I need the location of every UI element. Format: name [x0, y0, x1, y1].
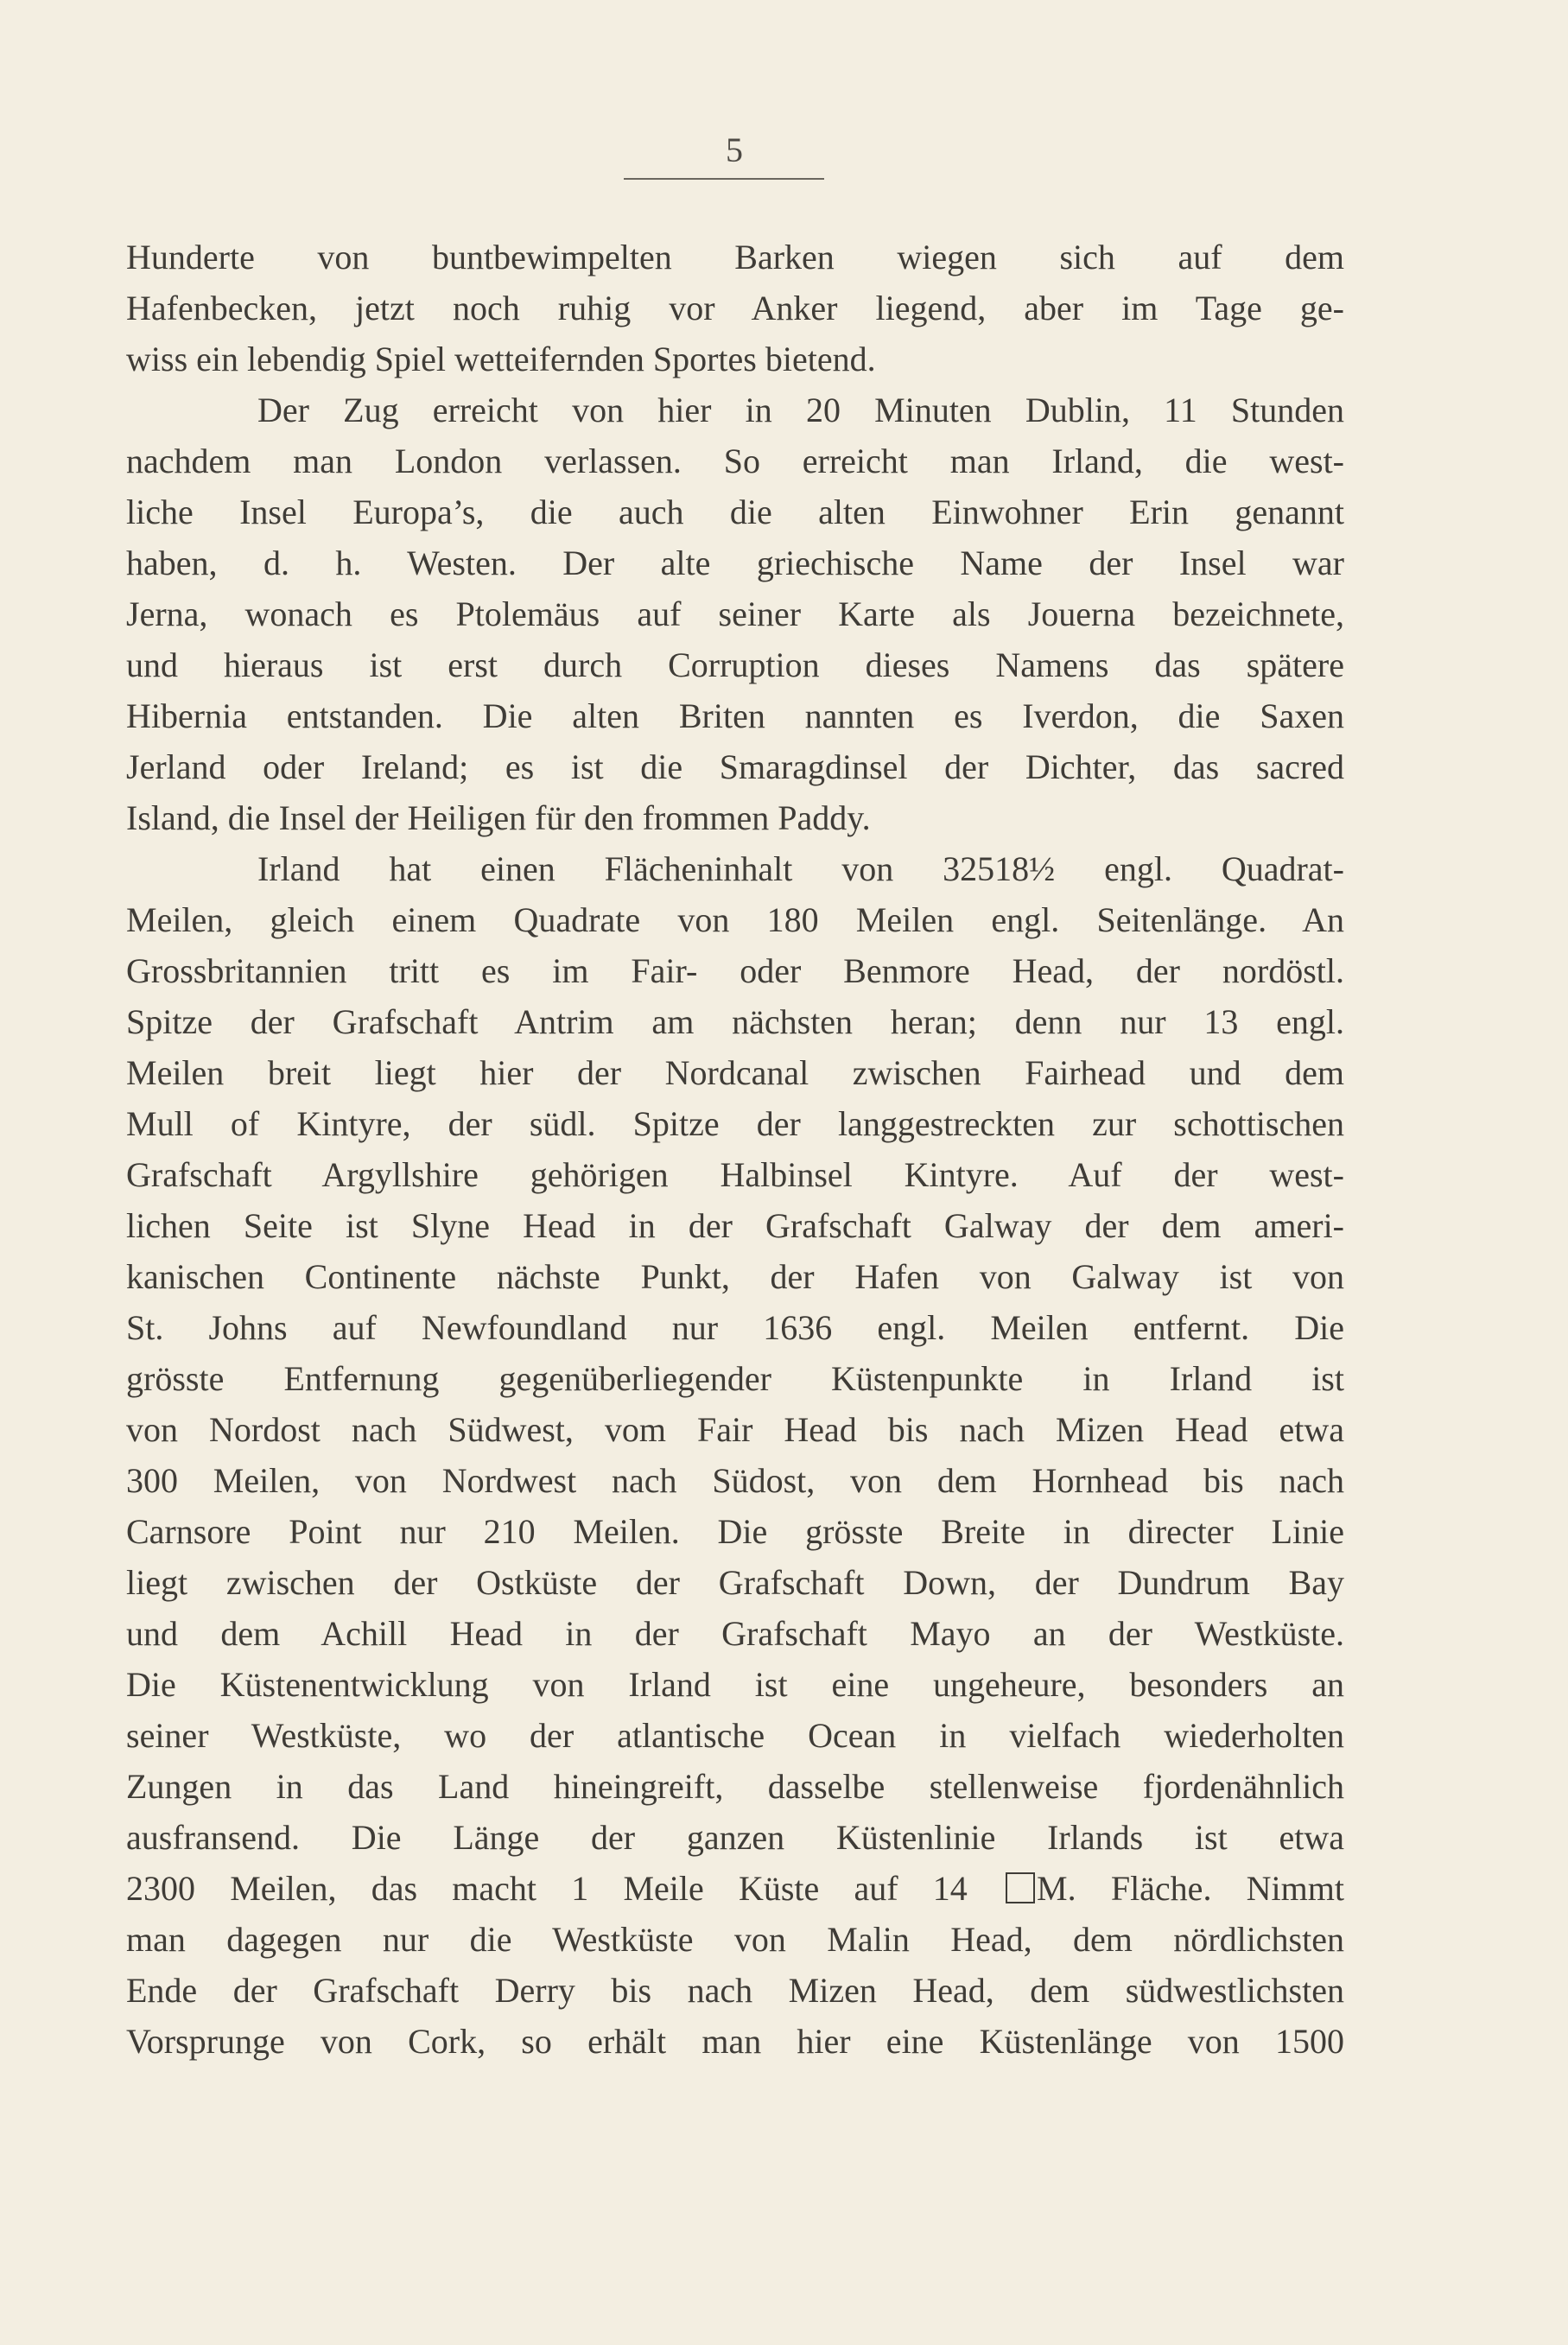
- text-line: 300 Meilen, von Nordwest nach Südost, von dem Hornhead bis nach: [126, 1461, 1344, 1500]
- text-line: nachdem man London verlassen. So erreicht man Irland, die west-: [126, 442, 1344, 480]
- paragraph-start-line: Der Zug erreicht von hier in 20 Minuten Dublin, 11 Stunden: [257, 391, 1344, 429]
- page-number-rule: [624, 178, 824, 180]
- text-line: Zungen in das Land hineingreift, dasselbe stellenweise fjordenähnlich: [126, 1767, 1344, 1806]
- text-line: und dem Achill Head in der Grafschaft Mayo an der Westküste.: [126, 1614, 1344, 1653]
- text-line: Island, die Insel der Heiligen für den frommen Paddy.: [126, 798, 871, 837]
- page-number: 5: [726, 130, 743, 169]
- text-line: Jerna, wonach es Ptolemäus auf seiner Karte als Jouerna bezeichnete,: [126, 594, 1344, 633]
- text-line: wiss ein lebendig Spiel wetteifernden Sportes bietend.: [126, 340, 876, 378]
- text-line: und hieraus ist erst durch Corruption dieses Namens das spätere: [126, 645, 1344, 684]
- text-line: Jerland oder Ireland; es ist die Smaragdinsel der Dichter, das sacred: [126, 747, 1344, 786]
- text-line: Hafenbecken, jetzt noch ruhig vor Anker liegend, aber im Tage ge-: [126, 289, 1344, 327]
- text-line: Mull of Kintyre, der südl. Spitze der langgestreckten zur schottischen: [126, 1104, 1344, 1143]
- text-line: liche Insel Europa’s, die auch die alten Einwohner Erin genannt: [126, 493, 1344, 531]
- text-line: lichen Seite ist Slyne Head in der Grafschaft Galway der dem ameri-: [126, 1206, 1344, 1245]
- text-line: liegt zwischen der Ostküste der Grafschaft Down, der Dundrum Bay: [126, 1563, 1344, 1602]
- text-line: man dagegen nur die Westküste von Malin Head, dem nördlichsten: [126, 1920, 1344, 1959]
- text-line: Hunderte von buntbewimpelten Barken wiegen sich auf dem: [126, 238, 1344, 276]
- text-line: kanischen Continente nächste Punkt, der Hafen von Galway ist von: [126, 1257, 1344, 1296]
- text-line: seiner Westküste, wo der atlantische Ocean in vielfach wiederholten: [126, 1716, 1344, 1755]
- body-text: [126, 232, 1344, 2067]
- text-line: Vorsprunge von Cork, so erhält man hier eine Küstenlänge von 1500: [126, 2022, 1344, 2061]
- text-line: Meilen breit liegt hier der Nordcanal zwischen Fairhead und dem: [126, 1053, 1344, 1092]
- text-line: ausfransend. Die Länge der ganzen Küstenlinie Irlands ist etwa: [126, 1818, 1344, 1857]
- text-line: Meilen, gleich einem Quadrate von 180 Meilen engl. Seitenlänge. An: [126, 900, 1344, 939]
- line-before-square: 2300 Meilen, das macht 1 Meile Küste auf 14: [126, 1869, 968, 1908]
- text-line: Die Küstenentwicklung von Irland ist eine ungeheure, besonders an: [126, 1665, 1344, 1704]
- text-line-with-square-symbol: [126, 1863, 1344, 1914]
- text-line: Hibernia entstanden. Die alten Briten nannten es Iverdon, die Saxen: [126, 696, 1344, 735]
- text-line: Ende der Grafschaft Derry bis nach Mizen Head, dem südwestlichsten: [126, 1971, 1344, 2010]
- text-line: haben, d. h. Westen. Der alte griechische Name der Insel war: [126, 543, 1344, 582]
- line-after-square: M. Fläche. Nimmt: [1037, 1869, 1344, 1908]
- square-mile-symbol-icon: [1006, 1872, 1035, 1903]
- text-line: grösste Entfernung gegenüberliegender Küstenpunkte in Irland ist: [126, 1359, 1344, 1398]
- text-line: St. Johns auf Newfoundland nur 1636 engl. Meilen entfernt. Die: [126, 1308, 1344, 1347]
- text-line: Spitze der Grafschaft Antrim am nächsten heran; denn nur 13 engl.: [126, 1002, 1344, 1041]
- text-line: von Nordost nach Südwest, vom Fair Head bis nach Mizen Head etwa: [126, 1410, 1344, 1449]
- text-line: Grossbritannien tritt es im Fair- oder Benmore Head, der nordöstl.: [126, 951, 1344, 990]
- text-line: Grafschaft Argyllshire gehörigen Halbinsel Kintyre. Auf der west-: [126, 1155, 1344, 1194]
- text-line: Carnsore Point nur 210 Meilen. Die grösste Breite in directer Linie: [126, 1512, 1344, 1551]
- paragraph-start-line: Irland hat einen Flächeninhalt von 32518½ engl. Quadrat-: [257, 849, 1344, 888]
